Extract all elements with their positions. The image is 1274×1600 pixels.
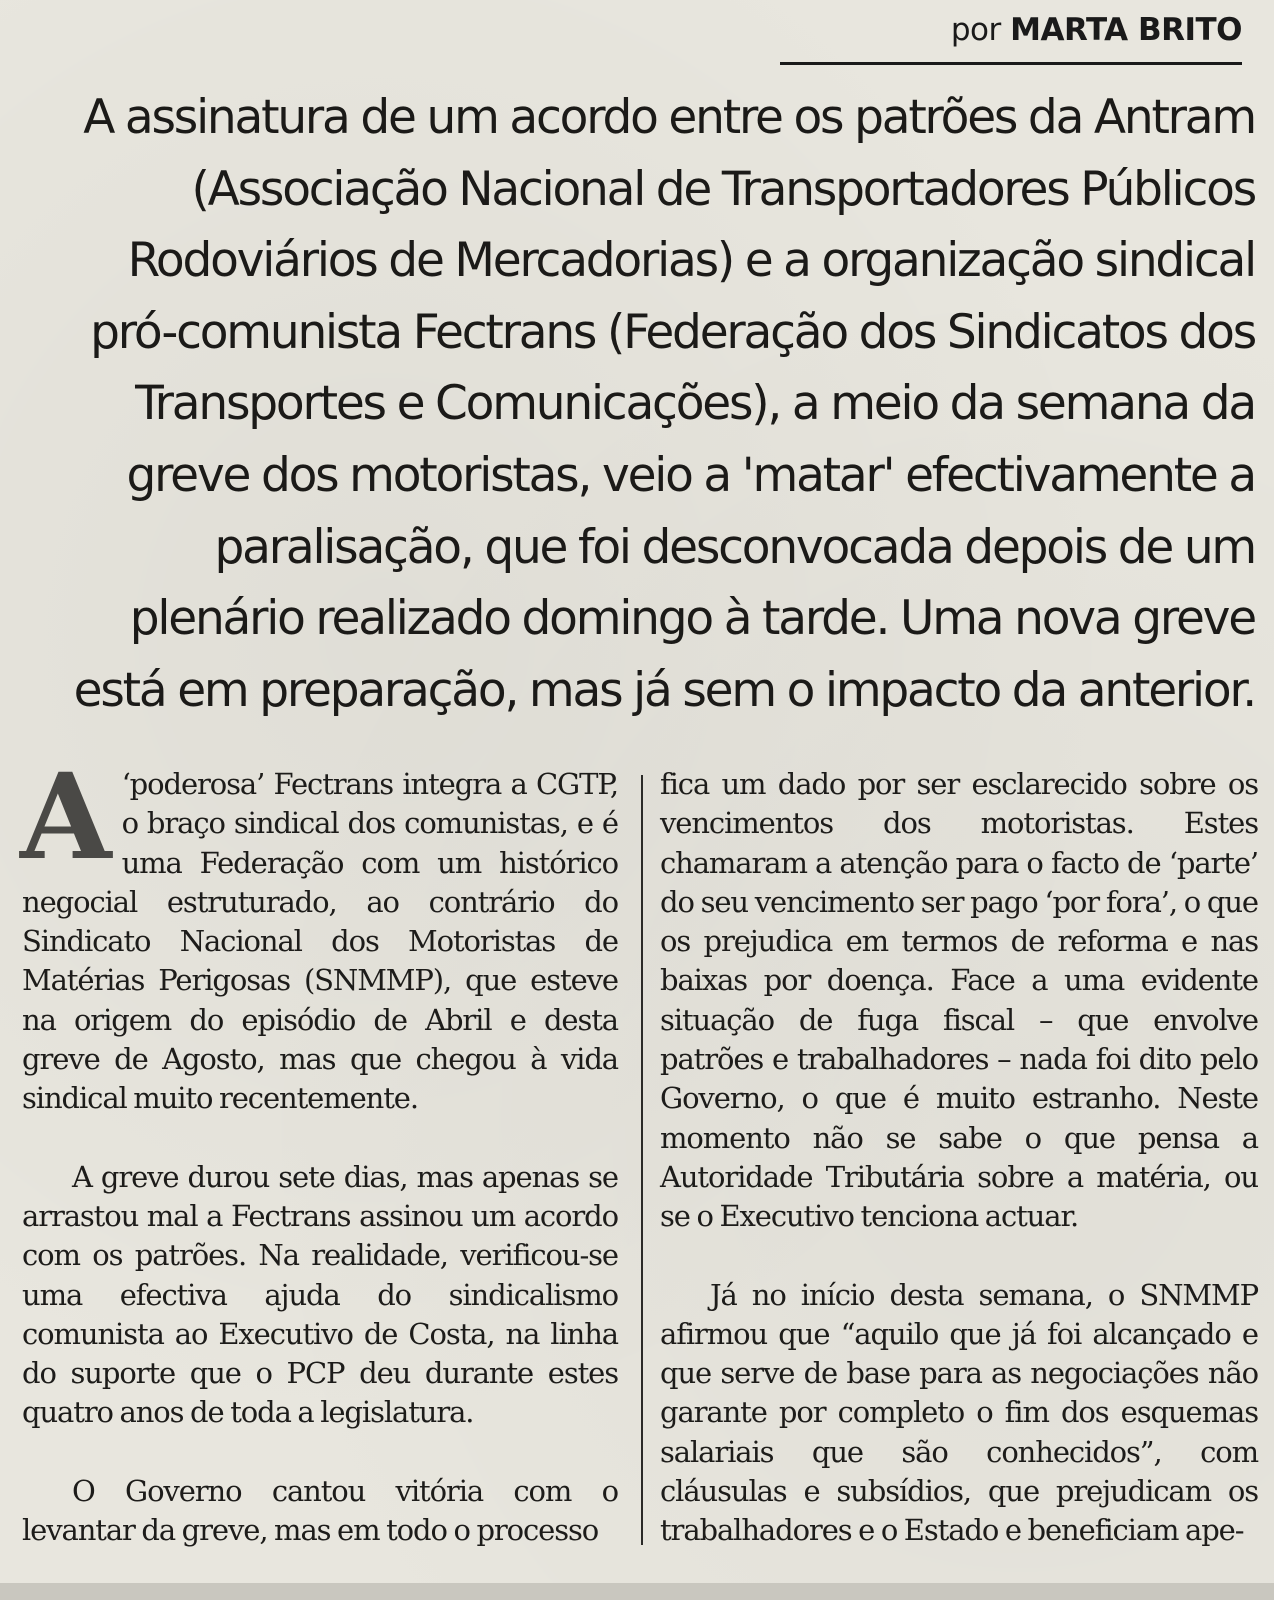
byline-prefix: por — [950, 12, 1001, 48]
byline-rule — [780, 62, 1242, 65]
column-divider — [641, 775, 643, 1545]
left-paragraph-1 — [20, 747, 618, 1119]
byline-author: MARTA BRITO — [1010, 12, 1242, 48]
byline — [951, 12, 1242, 48]
page-bottom-edge — [0, 1583, 1274, 1600]
drop-cap: A — [20, 747, 112, 886]
right-paragraph-1: fica um dado por ser esclarecido sobre os vencimentos dos motoristas. Estes chamaram a atenção para o facto de ‘parte’ do seu vencimento ser pago ‘por fora’, o que os prejudica em termos de reforma e nas baixas por doença. Face a uma evidente situação de fuga fiscal – que envolve patrões e trabalhadores – nada foi dito pelo Governo, o que é muito estranho. Neste momento não se sabe o que pensa a Autoridade Tributária sobre a matéria, ou se o Executivo tenciona actuar. — [660, 767, 1258, 1234]
article-column-left — [20, 747, 618, 1550]
article-column-right — [660, 765, 1258, 1551]
left-paragraph-1-text: ‘poderosa’ Fectrans integra a CGTP, o braço sindical dos comunistas, e é uma Federação com um histórico negocial estruturado, ao contrário do Sindicato Nacional dos Motoristas de Matérias Perigosas (SNMMP), que esteve na origem do episódio de Abril e desta greve de Agosto, mas que chegou à vida sindical muito recentemente. — [22, 767, 618, 1116]
right-paragraph-2: Já no início desta semana, o SNMMP afirmou que “aquilo que já foi alcançado e que serve de base para as negociações não garante por completo o fim dos esquemas salariais que são conhecidos”, com cláusulas e subsídios, que prejudicam os trabalhadores e o Estado e beneficiam ape- — [660, 1277, 1258, 1548]
left-paragraph-2: A greve durou sete dias, mas apenas se arrastou mal a Fectrans assinou um acordo com os patrões. Na realidade, verificou-se uma efectiva ajuda do sindicalismo comunista ao Executivo de Costa, na linha do suporte que o PCP deu durante estes quatro anos de toda a legislatura. — [22, 1159, 618, 1430]
lede-paragraph: A assinatura de um acordo entre os patrões da Antram (Associação Nacional de Transportadores Públicos Rodoviários de Mercadorias) e a organização sindical pró-comunista Fectrans (Federação dos Sindicatos dos Transportes e Comunicações), a meio da semana da greve dos motoristas, veio a 'matar' efectivamente a paralisação, que foi desconvocada depois de um plenário realizado domingo à tarde. Uma nova greve está em preparação, mas já sem o impacto da anterior. — [73, 90, 1255, 718]
left-paragraph-3: O Governo cantou vitória com o levantar da greve, mas em todo o processo — [22, 1473, 618, 1548]
